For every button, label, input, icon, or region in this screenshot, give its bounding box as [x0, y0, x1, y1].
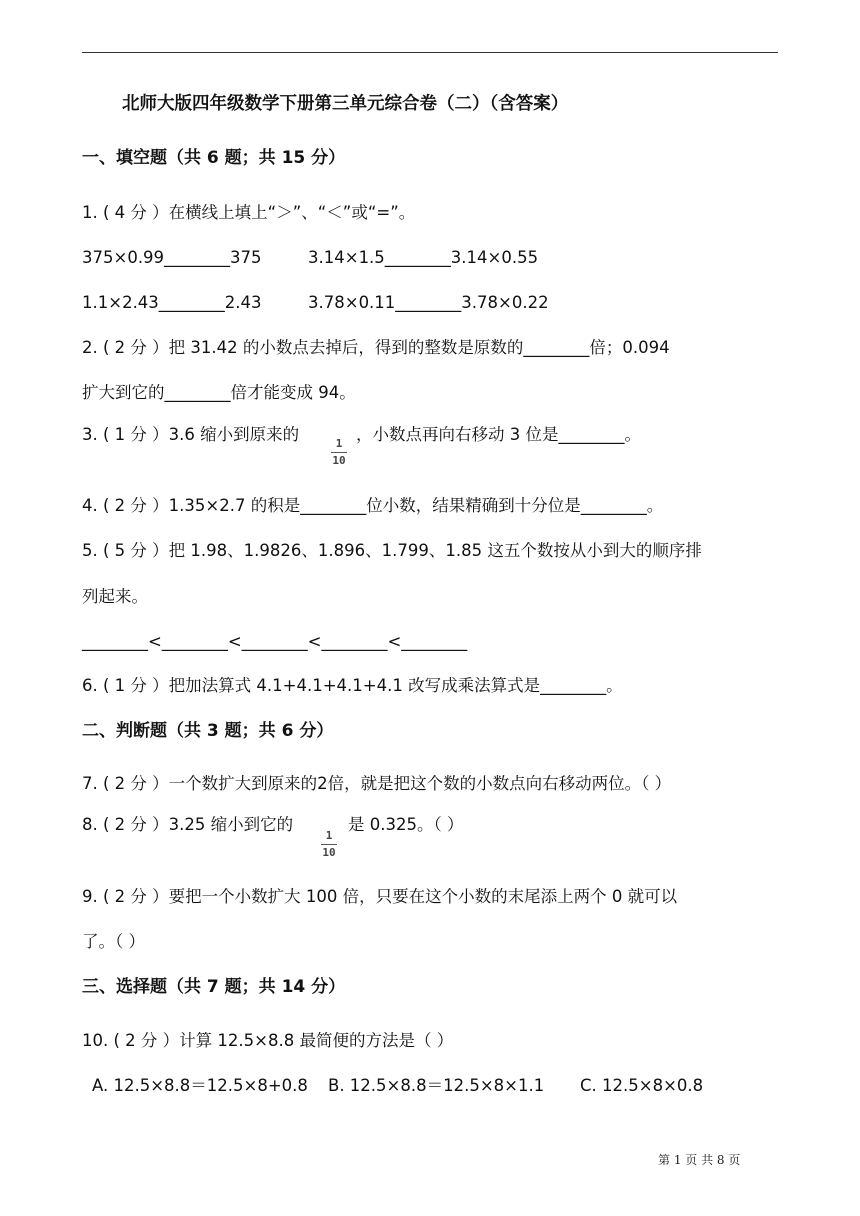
section-fill-blank: 一、填空题（共 6 题；共 15 分） [82, 148, 346, 168]
fraction-numerator: 1 [335, 437, 343, 450]
question-2-line-2: 扩大到它的________倍才能变成 94。 [82, 383, 356, 402]
question-8-pre: 8. ( 2 分 ）3.25 缩小到它的 [82, 815, 294, 834]
question-1-item-d: 3.78×0.11________3.78×0.22 [308, 293, 549, 312]
question-1-item-a: 375×0.99________375 [82, 248, 262, 267]
question-10-option-b: B. 12.5×8.8＝12.5×8×1.1 [328, 1076, 545, 1095]
fraction-denominator: 10 [322, 846, 336, 859]
question-6: 6. ( 1 分 ）把加法算式 4.1+4.1+4.1+4.1 改写成乘法算式是________。 [82, 676, 623, 695]
question-3-post: ，小数点再向右移动 3 位是________。 [356, 425, 641, 444]
question-5-line-1: 5. ( 5 分 ）把 1.98、1.9826、1.896、1.799、1.85 这五个数按从小到大的顺序排 [82, 541, 702, 560]
question-9-line-2: 了。（ ） [82, 932, 145, 951]
question-10-option-c: C. 12.5×8×0.8 [580, 1076, 704, 1095]
question-1-stem: 1. ( 4 分 ）在横线上填上“＞”、“＜”或“=”。 [82, 203, 416, 222]
section-multiple-choice: 三、选择题（共 7 题；共 14 分） [82, 977, 346, 997]
question-10-option-a: A. 12.5×8.8＝12.5×8+0.8 [92, 1076, 308, 1095]
question-2-line-1: 2. ( 2 分 ）把 31.42 的小数点去掉后，得到的整数是原数的________倍；0.094 [82, 338, 670, 357]
question-7: 7. ( 2 分 ）一个数扩大到原来的2倍，就是把这个数的小数点向右移动两位。（ ） [82, 774, 672, 793]
question-3-pre: 3. ( 1 分 ）3.6 缩小到原来的 [82, 425, 300, 444]
question-9-line-1: 9. ( 2 分 ）要把一个小数扩大 100 倍，只要在这个小数的末尾添上两个 0 就可以 [82, 887, 678, 906]
question-4: 4. ( 2 分 ）1.35×2.7 的积是________位小数，结果精确到十分位是________。 [82, 496, 664, 515]
header-rule [82, 52, 778, 53]
question-1-item-b: 3.14×1.5________3.14×0.55 [308, 248, 539, 267]
fraction-numerator: 1 [325, 829, 333, 842]
question-5-answer-blanks: ________<________<________<________<________ [82, 632, 468, 651]
fraction-one-tenth [328, 438, 350, 467]
fraction-one-tenth [318, 830, 340, 859]
question-10-stem: 10. ( 2 分 ）计算 12.5×8.8 最简便的方法是（ ） [82, 1031, 454, 1050]
page-title: 北师大版四年级数学下册第三单元综合卷（二）（含答案） [122, 94, 569, 114]
section-true-false: 二、判断题（共 3 题；共 6 分） [82, 721, 334, 741]
question-8-post: 是 0.325。（ ） [348, 815, 464, 834]
page-number-footer: 第 1 页 共 8 页 [658, 1153, 741, 1167]
question-5-line-2: 列起来。 [82, 587, 148, 606]
fraction-denominator: 10 [332, 454, 346, 467]
question-1-item-c: 1.1×2.43________2.43 [82, 293, 262, 312]
